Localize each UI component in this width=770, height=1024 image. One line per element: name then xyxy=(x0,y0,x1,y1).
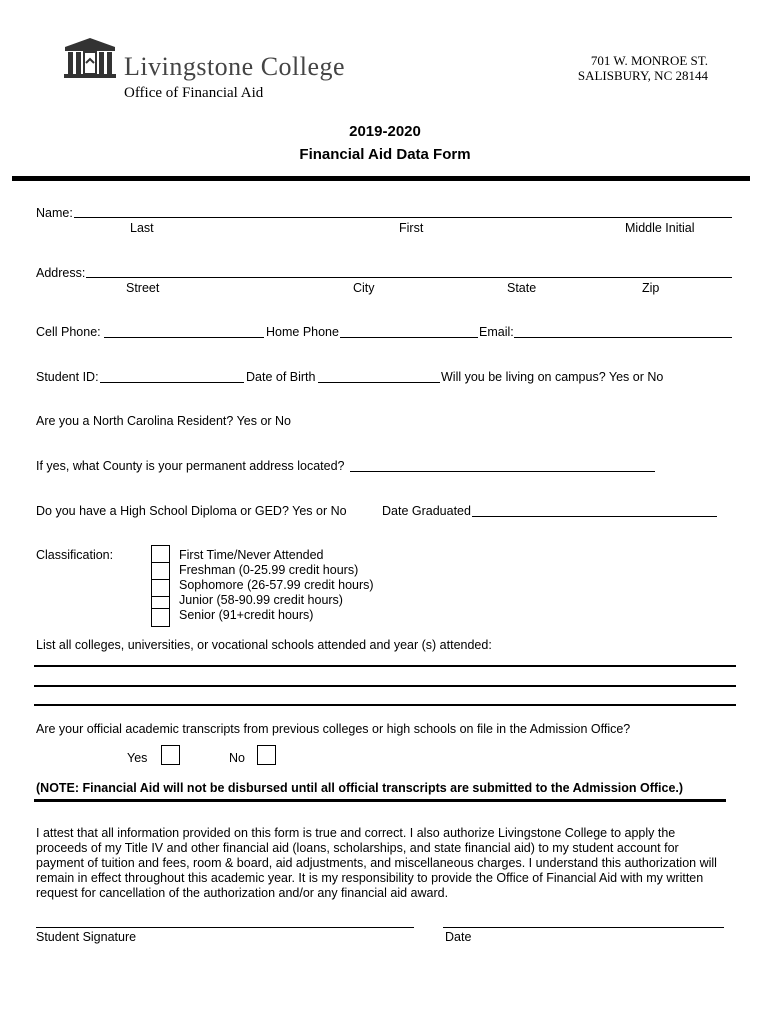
name-first-caption: First xyxy=(399,221,424,235)
transcripts-question: Are your official academic transcripts from previous colleges or high schools on file in the Admission Office? xyxy=(36,722,631,736)
note-divider xyxy=(34,799,726,802)
name-field[interactable] xyxy=(74,217,732,218)
name-label: Name: xyxy=(36,206,73,220)
campus-housing-question: Will you be living on campus? Yes or No xyxy=(441,370,664,384)
email-field[interactable] xyxy=(514,325,732,338)
signature-date-label: Date xyxy=(445,930,472,944)
cell-phone-field[interactable] xyxy=(104,325,264,338)
schools-line[interactable] xyxy=(34,685,736,687)
college-logo xyxy=(62,37,118,79)
address-street-caption: Street xyxy=(126,281,160,295)
date-graduated-label: Date Graduated xyxy=(382,504,471,518)
classification-option: Junior (58-90.99 credit hours) xyxy=(179,593,343,607)
student-signature-label: Student Signature xyxy=(36,930,137,944)
cell-phone-label: Cell Phone: xyxy=(36,325,101,339)
student-id-field[interactable] xyxy=(100,370,244,383)
student-id-label: Student ID: xyxy=(36,370,99,384)
transcripts-no-checkbox[interactable] xyxy=(257,745,276,765)
classification-option: Freshman (0-25.99 credit hours) xyxy=(179,563,359,577)
home-phone-field[interactable] xyxy=(340,325,478,338)
name-middle-caption: Middle Initial xyxy=(625,221,695,235)
dob-field[interactable] xyxy=(318,370,440,383)
address-line-2: SALISBURY, NC 28144 xyxy=(577,68,708,83)
student-signature-field[interactable] xyxy=(36,927,414,928)
form-title: Financial Aid Data Form xyxy=(299,146,471,163)
county-field[interactable] xyxy=(350,459,655,472)
schools-prompt: List all colleges, universities, or vocational schools attended and year (s) attended: xyxy=(36,638,492,652)
address-line-1: 701 W. MONROE ST. xyxy=(590,53,708,68)
signature-date-field[interactable] xyxy=(443,927,724,928)
attestation-line: request for cancellation of the authorization and/or any financial aid award. xyxy=(36,886,449,900)
attestation-line: remain in effect throughout this academic year. It is my responsibility to provide the Office of Financial Aid with my written xyxy=(36,871,704,885)
transcripts-note: (NOTE: Financial Aid will not be disbursed until all official transcripts are submitted to the Admission Office.) xyxy=(36,781,684,795)
address-label: Address: xyxy=(36,266,86,280)
address-zip-caption: Zip xyxy=(642,281,660,295)
attestation-line: I attest that all information provided on this form is true and correct. I also authorize Livingstone College to apply the xyxy=(36,826,676,840)
classification-option: First Time/Never Attended xyxy=(179,548,324,562)
classification-label: Classification: xyxy=(36,548,114,562)
attestation-line: payment of tuition and fees, room & board, aid adjustments, and miscellaneous charges. I understand this authorization will xyxy=(36,856,717,870)
college-name: Livingstone College xyxy=(124,52,346,81)
transcripts-no-label: No xyxy=(229,751,245,765)
office-name: Office of Financial Aid xyxy=(124,85,264,101)
classification-option: Sophomore (26-57.99 credit hours) xyxy=(179,578,374,592)
classification-checkbox[interactable] xyxy=(151,608,170,627)
transcripts-yes-label: Yes xyxy=(127,751,148,765)
schools-line[interactable] xyxy=(34,704,736,706)
schools-line[interactable] xyxy=(34,665,736,667)
classification-option: Senior (91+credit hours) xyxy=(179,608,314,622)
address-city-caption: City xyxy=(353,281,375,295)
transcripts-yes-checkbox[interactable] xyxy=(161,745,180,765)
building-columns-icon xyxy=(62,37,118,79)
county-question: If yes, what County is your permanent address located? xyxy=(36,459,345,473)
home-phone-label: Home Phone xyxy=(266,325,339,339)
nc-resident-question: Are you a North Carolina Resident? Yes or No xyxy=(36,414,292,428)
address-state-caption: State xyxy=(507,281,537,295)
address-field[interactable] xyxy=(86,277,732,278)
email-label: Email: xyxy=(479,325,514,339)
header-divider xyxy=(12,176,750,181)
dob-label: Date of Birth xyxy=(246,370,316,384)
diploma-question: Do you have a High School Diploma or GED? Yes or No xyxy=(36,504,347,518)
name-last-caption: Last xyxy=(130,221,154,235)
form-year: 2019-2020 xyxy=(349,123,421,140)
attestation-line: proceeds of my Title IV and other financial aid (loans, scholarships, and state financial aid) to my student account for xyxy=(36,841,679,855)
date-graduated-field[interactable] xyxy=(472,504,717,517)
